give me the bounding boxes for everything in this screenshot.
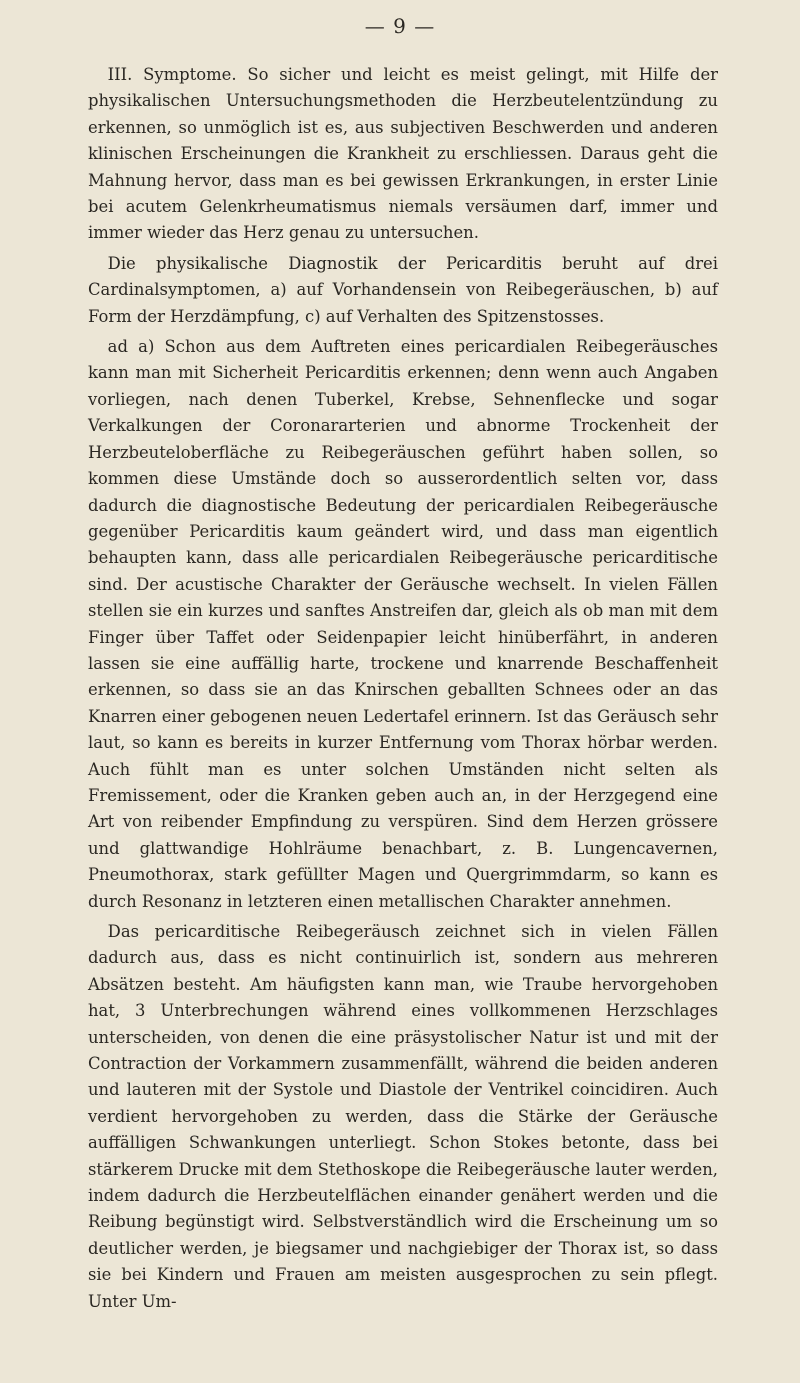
paragraph-symptoms-intro: III. Symptome. So sicher und leicht es meist gelingt, mit Hilfe der physikalischen Untersuchungsmethoden die Herzbeutelentzündung zu erkennen, so unmöglich ist es, aus subjectiven Beschwerden und anderen klinischen Erscheinungen die Krankheit zu erschliessen. Daraus geht die Mahnung hervor, dass man es bei gewissen Erkrankungen, in erster Linie bei acutem Gelenkrheumatismus niemals versäumen darf, immer und immer wieder das Herz genau zu untersuchen. (88, 65, 718, 243)
paragraph-friction-rub: ad a) Schon aus dem Auftreten eines pericardialen Reibegeräusches kann man mit Sicherheit Pericarditis erkennen; denn wenn auch Angaben vorliegen, nach denen Tuberkel, Krebse, Sehnenflecke und sogar Verkalkungen der Coronararterien und abnorme Trockenheit der Herzbeuteloberfläche zu Reibegeräuschen geführt haben sollen, so kommen diese Umstände doch so ausserordentlich selten vor, dass dadurch die diagnostische Bedeutung der pericardialen Reibegeräusche gegenüber Pericarditis kaum geändert wird, und dass man eigentlich behaupten kann, dass alle pericardialen Reibegeräusche pericarditische sind. Der acustische Charakter der Geräusche wechselt. In vielen Fällen stellen sie ein kurzes und sanftes Anstreifen dar, gleich als ob man mit dem Finger über Taffet oder Seidenpapier leicht hinüberfährt, in anderen lassen sie eine auffällig harte, trockene und knarrende Beschaffenheit erkennen, so dass sie an das Knirschen geballten Schnees oder an das Knarren einer gebogenen neuen Ledertafel erinnern. Ist das Geräusch sehr laut, so kann es bereits in kurzer Entfernung vom Thorax hörbar werden. Auch fühlt man es unter solchen Umständen nicht selten als Fremissement, oder die Kranken geben auch an, in der Herzgegend eine Art von reibender Empfindung zu verspüren. Sind dem Herzen grössere und glattwandige Hohlräume benachbart, z. B. Lungencavernen, Pneumothorax, stark gefüllter Magen und Quergrimmdarm, so kann es durch Resonanz in letzteren einen metallischen Charakter annehmen. (88, 337, 718, 911)
page-number: — 9 — (364, 14, 436, 38)
paragraph-cardinal-symptoms: Die physikalische Diagnostik der Pericarditis beruht auf drei Cardinalsymptomen, a) auf Vorhandensein von Reibegeräuschen, b) auf Form der Herzdämpfung, c) auf Verhalten des Spitzenstosses. (88, 253, 718, 326)
paragraph-rub-character: Das pericarditische Reibegeräusch zeichnet sich in vielen Fällen dadurch aus, dass es nicht continuirlich ist, sondern aus mehreren Absätzen besteht. Am häufigsten kann man, wie Traube hervorgehoben hat, 3 Unterbrechungen während eines vollkommenen Herzschlages unterscheiden, von denen die eine präsystolischer Natur ist und mit der Contraction der Vorkammern zusammenfällt, während die beiden anderen und lauteren mit der Systole und Diastole der Ventrikel coincidiren. Auch verdient hervorgehoben zu werden, dass die Stärke der Geräusche auffälligen Schwankungen unterliegt. Schon Stokes betonte, dass bei stärkerem Drucke mit dem Stethoskope die Reibegeräusche lauter werden, indem dadurch die Herzbeutelflächen einander genähert werden und die Reibung begünstigt wird. Selbstverständlich wird die Erscheinung um so deutlicher werden, je biegsamer und nachgiebiger der Thorax ist, so dass sie bei Kindern und Frauen am meisten ausgesprochen zu sein pflegt. Unter Um- (88, 922, 718, 1311)
